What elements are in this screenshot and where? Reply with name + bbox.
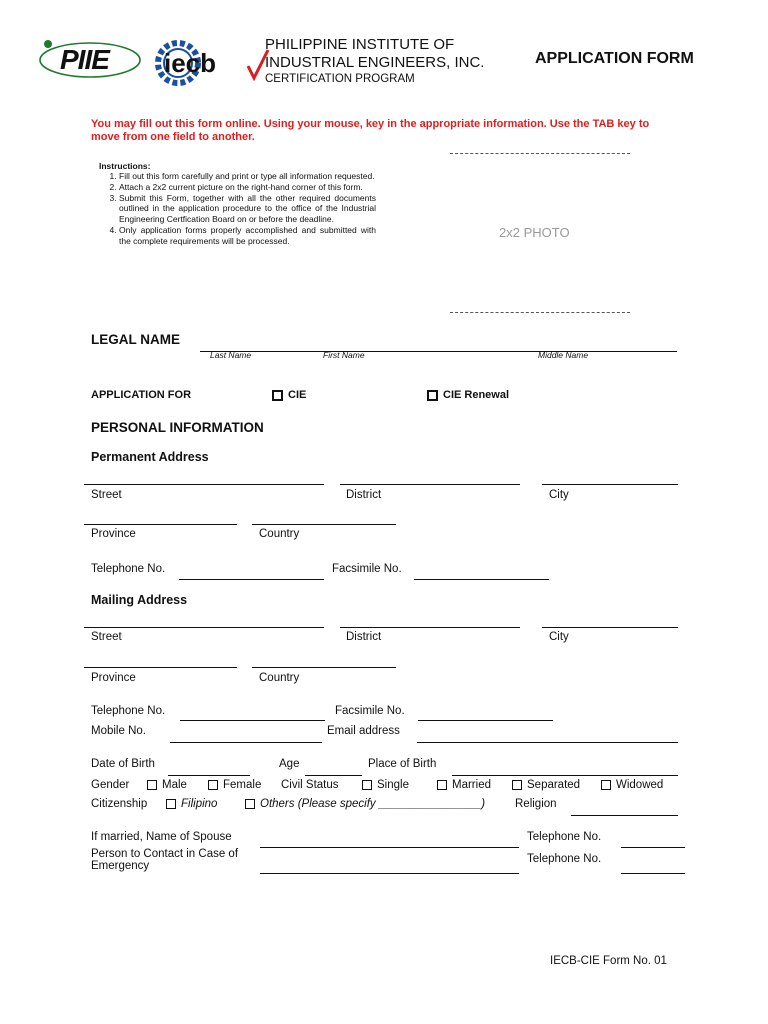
married-label: Married	[452, 779, 491, 791]
emergency-telephone-label: Telephone No.	[527, 853, 602, 865]
mail-fax-label: Facsimile No.	[335, 705, 405, 717]
perm-province-label: Province	[91, 528, 136, 540]
mobile-label: Mobile No.	[91, 725, 146, 737]
photo-bottom-border	[450, 312, 630, 313]
perm-fax-field[interactable]	[414, 579, 549, 580]
spouse-telephone-label: Telephone No.	[527, 831, 602, 843]
cie-renewal-option-label: CIE Renewal	[443, 389, 510, 401]
widowed-option[interactable]	[601, 779, 663, 791]
widowed-checkbox[interactable]	[601, 780, 611, 790]
photo-top-border	[450, 153, 630, 154]
mail-country-label: Country	[259, 672, 300, 684]
mail-fax-field[interactable]	[418, 720, 553, 721]
perm-province-field[interactable]	[84, 524, 237, 525]
form-title: APPLICATION FORM	[535, 50, 694, 67]
dob-field[interactable]	[168, 775, 250, 776]
widowed-label: Widowed	[616, 779, 664, 791]
female-checkbox[interactable]	[208, 780, 218, 790]
perm-fax-label: Facsimile No.	[332, 563, 402, 575]
spouse-telephone-field[interactable]	[621, 847, 685, 848]
perm-street-field[interactable]	[84, 484, 324, 485]
mail-province-field[interactable]	[84, 667, 237, 668]
male-checkbox[interactable]	[147, 780, 157, 790]
mail-country-field[interactable]	[252, 667, 396, 668]
instruction-item: 2. Attach a 2x2 current picture on the right-hand corner of this form.	[119, 182, 376, 193]
filipino-label: Filipino	[181, 798, 218, 810]
female-option[interactable]	[208, 779, 261, 791]
separated-label: Separated	[527, 779, 581, 791]
mailing-address-heading: Mailing Address	[91, 593, 188, 607]
male-option[interactable]	[147, 779, 187, 791]
iecb-logo-text: iecb	[164, 48, 217, 78]
mail-city-field[interactable]	[542, 627, 678, 628]
form-number: IECB-CIE Form No. 01	[550, 955, 667, 967]
spouse-label: If married, Name of Spouse	[91, 831, 232, 843]
married-checkbox[interactable]	[437, 780, 447, 790]
perm-telephone-field[interactable]	[179, 579, 324, 580]
filipino-option[interactable]	[166, 798, 217, 810]
mail-province-label: Province	[91, 672, 136, 684]
age-field[interactable]	[305, 775, 362, 776]
org-line1: PHILIPPINE INSTITUTE OF	[265, 36, 455, 53]
emergency-label-line2: Emergency	[91, 860, 150, 872]
mail-street-field[interactable]	[84, 627, 324, 628]
filipino-checkbox[interactable]	[166, 799, 176, 809]
email-label: Email address	[327, 725, 400, 737]
perm-city-label: City	[549, 489, 569, 501]
mobile-field[interactable]	[170, 742, 322, 743]
online-notice: You may fill out this form online. Using your mouse, key in the appropriate information. Use the TAB key to move from one field to another.	[91, 118, 650, 143]
perm-telephone-label: Telephone No.	[91, 563, 166, 575]
piie-logo	[38, 36, 148, 84]
perm-country-label: Country	[259, 528, 300, 540]
cie-option-label: CIE	[288, 389, 307, 401]
instruction-item: 4. Only application forms properly accomplished and submitted with the complete requirements will be processed.	[119, 225, 376, 247]
mail-telephone-field[interactable]	[180, 720, 325, 721]
male-label: Male	[162, 779, 187, 791]
perm-street-label: Street	[91, 489, 122, 501]
perm-district-field[interactable]	[340, 484, 520, 485]
cie-renewal-checkbox[interactable]	[427, 390, 438, 401]
spouse-field[interactable]	[260, 847, 519, 848]
emergency-contact-field[interactable]	[260, 873, 519, 874]
others-option[interactable]	[245, 798, 485, 810]
single-option[interactable]	[362, 779, 409, 791]
age-label: Age	[279, 758, 300, 770]
mail-street-label: Street	[91, 631, 122, 643]
civil-status-label: Civil Status	[281, 779, 339, 791]
married-option[interactable]	[437, 779, 491, 791]
perm-district-label: District	[346, 489, 382, 501]
perm-city-field[interactable]	[542, 484, 678, 485]
mail-telephone-label: Telephone No.	[91, 705, 166, 717]
religion-label: Religion	[515, 798, 557, 810]
mail-city-label: City	[549, 631, 569, 643]
pob-label: Place of Birth	[368, 758, 437, 770]
emergency-telephone-field[interactable]	[621, 873, 685, 874]
others-checkbox[interactable]	[245, 799, 255, 809]
emergency-contact-label	[91, 848, 238, 872]
separated-checkbox[interactable]	[512, 780, 522, 790]
instructions-title: Instructions:	[99, 161, 151, 171]
religion-field[interactable]	[571, 815, 678, 816]
legal-name-field[interactable]	[200, 351, 677, 352]
program-name: CERTIFICATION PROGRAM	[265, 73, 415, 85]
iecb-logo	[152, 38, 274, 88]
legal-name-heading: LEGAL NAME	[91, 332, 181, 347]
separated-option[interactable]	[512, 779, 580, 791]
instruction-item: 3. Submit this Form, together with all the other required documents outlined in the application procedure to the office of the Industrial Engineering Certfication Board on or before the deadline.	[119, 193, 376, 225]
instruction-item: 1. Fill out this form carefully and print or type all information requested.	[119, 171, 376, 182]
mail-district-field[interactable]	[340, 627, 520, 628]
single-checkbox[interactable]	[362, 780, 372, 790]
pob-field[interactable]	[452, 775, 678, 776]
others-label: Others (Please specify ________________)	[260, 798, 486, 810]
personal-information-heading: PERSONAL INFORMATION	[91, 420, 264, 435]
perm-country-field[interactable]	[252, 524, 396, 525]
cie-checkbox[interactable]	[272, 390, 283, 401]
instructions-list	[97, 171, 376, 247]
instructions-block	[99, 161, 376, 247]
middle-name-caption: Middle Name	[538, 350, 589, 360]
citizenship-label: Citizenship	[91, 798, 148, 810]
org-line2: INDUSTRIAL ENGINEERS, INC.	[265, 54, 485, 71]
photo-label: 2x2 PHOTO	[499, 225, 570, 240]
cie-renewal-option[interactable]	[427, 389, 509, 401]
emergency-label-line1: Person to Contact in Case of	[91, 848, 239, 860]
last-name-caption: Last Name	[210, 350, 252, 360]
email-field[interactable]	[417, 742, 678, 743]
mail-district-label: District	[346, 631, 382, 643]
dob-label: Date of Birth	[91, 758, 155, 770]
single-label: Single	[377, 779, 409, 791]
gender-label: Gender	[91, 779, 130, 791]
permanent-address-heading: Permanent Address	[91, 450, 209, 464]
piie-logo-text: PIIE	[60, 44, 109, 75]
cie-option[interactable]	[272, 389, 306, 401]
application-for-label: APPLICATION FOR	[91, 389, 192, 401]
first-name-caption: First Name	[323, 350, 365, 360]
female-label: Female	[223, 779, 262, 791]
